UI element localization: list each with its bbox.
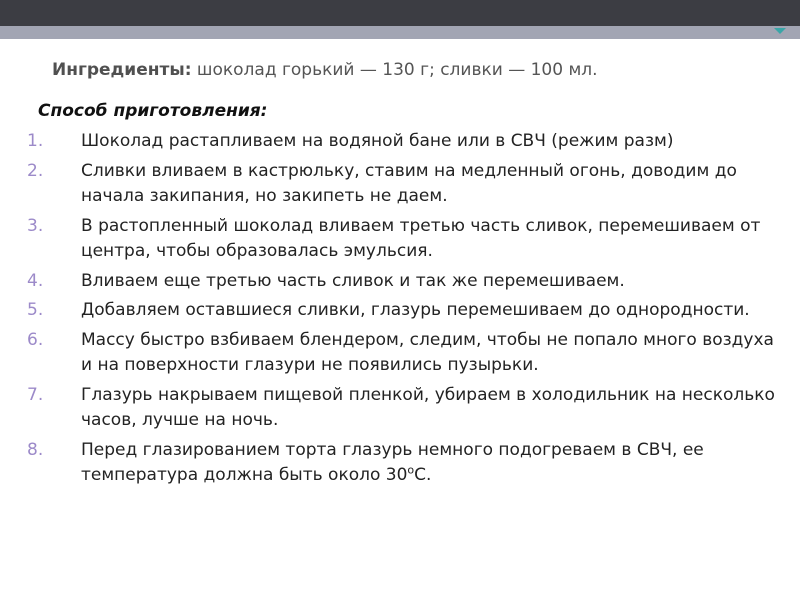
step-text-wrapper — [81, 438, 787, 489]
step-text: Перед глазированием торта глазурь немного подогреваем в СВЧ, ее температура должна быть около 30 — [81, 439, 704, 485]
step-number: 6. — [27, 329, 44, 350]
list-item — [27, 438, 787, 489]
step-text: Сливки вливаем в кастрюльку, ставим на медленный огонь, доводим до начала закипания, но закипеть не даем. — [81, 160, 737, 206]
degree-mark: о — [407, 463, 415, 477]
step-number: 5. — [27, 300, 44, 320]
step-text: Вливаем еще третью часть сливок и так же перемешиваем. — [81, 270, 625, 291]
method-heading: Способ приготовления: — [38, 101, 268, 121]
step-text: Добавляем оставшиеся сливки, глазурь перемешиваем до однородности. — [81, 300, 750, 320]
step-number: 3. — [27, 215, 44, 236]
step-text: Массу быстро взбиваем блендером, следим, чтобы не попало много воздуха и на поверхности глазури не появились пузырьки. — [81, 329, 774, 375]
step-text: В растопленный шоколад вливаем третью часть сливок, перемешиваем от центра, чтобы образовалась эмульсия. — [81, 215, 761, 261]
list-item — [27, 159, 787, 210]
step-number: 2. — [27, 160, 44, 181]
ingredients-text: шоколад горький — 130 г; сливки — 100 мл. — [191, 60, 598, 80]
step-text: Глазурь накрываем пищевой пленкой, убираем в холодильник на несколько часов, лучше на ночь. — [81, 384, 775, 430]
step-text-suffix: С. — [414, 465, 432, 485]
step-number: 8. — [27, 439, 44, 460]
step-text: Шоколад растапливаем на водяной бане или в СВЧ (режим разм) — [81, 131, 674, 151]
list-item — [27, 269, 787, 295]
list-item — [27, 298, 787, 324]
ingredients-label: Ингредиенты: — [52, 60, 192, 80]
list-item — [27, 328, 787, 379]
step-number: 4. — [27, 270, 44, 291]
list-item — [27, 383, 787, 434]
ingredients-line — [52, 58, 772, 82]
corner-triangle-icon — [774, 28, 786, 34]
step-number: 7. — [27, 384, 44, 405]
top-decorative-bar — [0, 0, 800, 26]
list-item — [27, 214, 787, 265]
list-item — [27, 129, 787, 155]
steps-list — [27, 129, 787, 493]
step-number: 1. — [27, 131, 44, 151]
top-decorative-band — [0, 26, 800, 39]
